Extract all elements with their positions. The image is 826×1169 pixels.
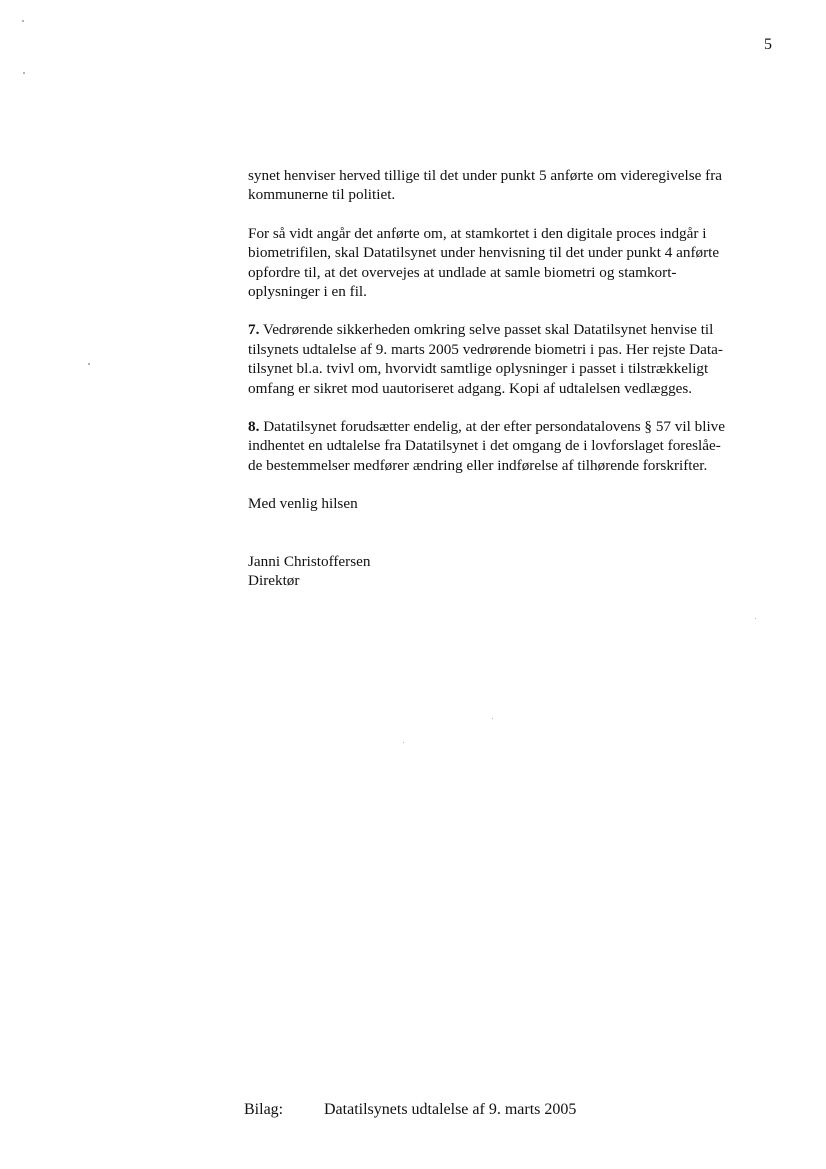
paragraph-section-8 [248, 417, 778, 475]
signature-block [248, 552, 778, 591]
paragraph-line: opfordre til, at det overvejes at undlade at samle biometri og stamkort- [248, 263, 677, 281]
paragraph-section-7 [248, 320, 778, 398]
scan-speck [88, 363, 90, 365]
paragraph-line: biometrifilen, skal Datatilsynet under henvisning til det under punkt 4 anførte [248, 244, 720, 262]
scan-speck [492, 718, 493, 719]
paragraph-biometric-file [248, 224, 778, 302]
paragraph-line [248, 417, 778, 436]
page-number: 5 [764, 36, 772, 53]
enclosure-text: Datatilsynets udtalelse af 9. marts 2005 [324, 1101, 577, 1118]
paragraph-line: For så vidt angår det anførte om, at stamkortet i den digitale proces indgår i [248, 224, 707, 242]
paragraph-line [248, 320, 778, 339]
scan-speck [403, 742, 404, 743]
paragraph-line: omfang er sikret mod uautoriseret adgang. Kopi af udtalelsen vedlægges. [248, 379, 693, 397]
paragraph-line: tilsynets udtalelse af 9. marts 2005 vedrørende biometri i pas. Her rejste Data- [248, 340, 723, 358]
scan-speck [23, 72, 25, 74]
closing-greeting: Med venlig hilsen [248, 495, 358, 513]
paragraph-line-text: Datatilsynet forudsætter endelig, at der efter persondatalovens § 57 vil blive [259, 418, 726, 436]
scan-speck [22, 20, 24, 22]
paragraph-line: de bestemmelser medfører ændring eller indførelse af tilhørende forskrifter. [248, 456, 708, 474]
paragraph-line: oplysninger i en fil. [248, 283, 367, 301]
scan-speck [755, 618, 756, 619]
enclosure-label: Bilag: [244, 1101, 284, 1118]
section-number: 8. [248, 418, 260, 436]
enclosure-line [244, 1101, 576, 1119]
paragraph-continuation [248, 166, 778, 205]
signatory-title: Direktør [248, 572, 300, 590]
paragraph-line: kommunerne til politiet. [248, 186, 396, 204]
section-number: 7. [248, 321, 260, 339]
paragraph-line-text: Vedrørende sikkerheden omkring selve passet skal Datatilsynet henvise til [259, 321, 714, 339]
letter-body [248, 166, 778, 591]
paragraph-line: synet henviser herved tillige til det under punkt 5 anførte om videregivelse fra [248, 167, 723, 184]
paragraph-line: indhentet en udtalelse fra Datatilsynet i det omgang de i lovforslaget foreslåe- [248, 437, 721, 455]
paragraph-line: tilsynet bl.a. tvivl om, hvorvidt samtlige oplysninger i passet i tilstrækkeligt [248, 360, 709, 378]
signatory-name: Janni Christoffersen [248, 552, 371, 570]
